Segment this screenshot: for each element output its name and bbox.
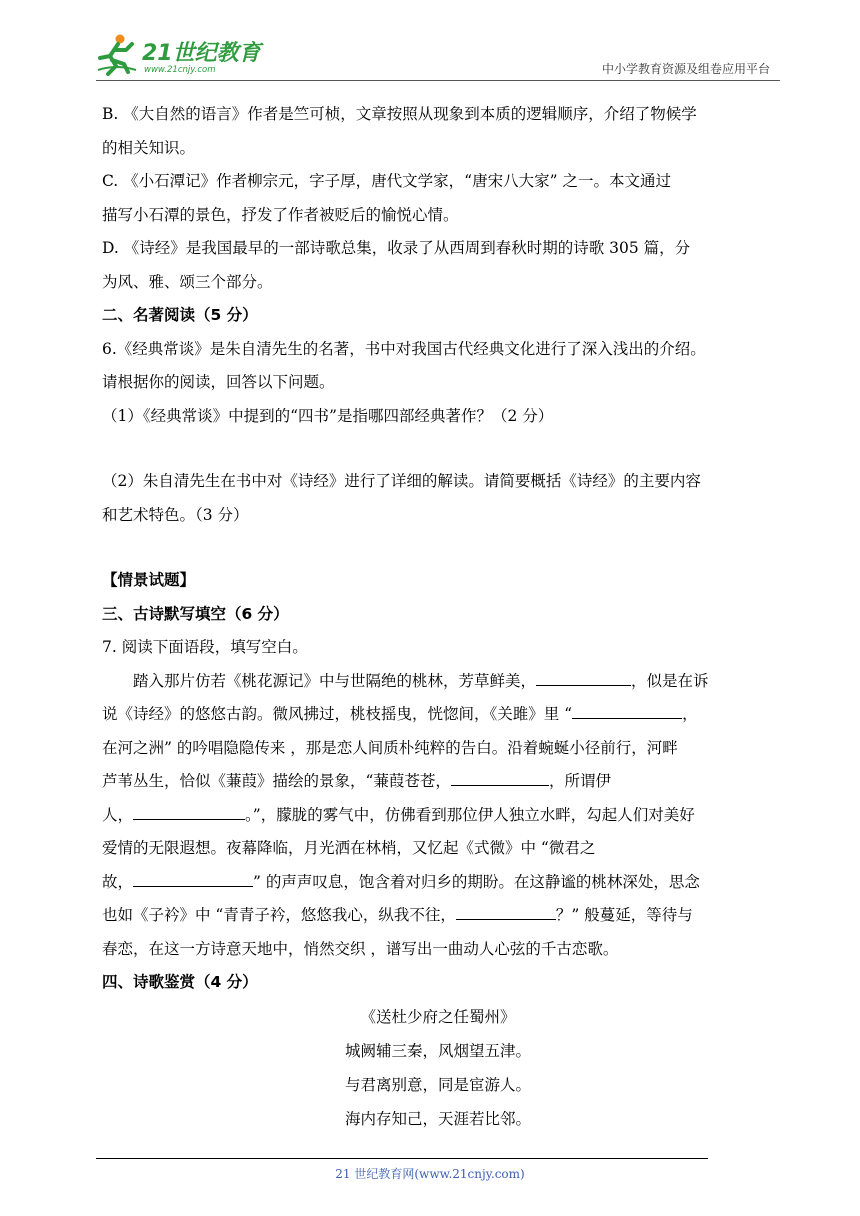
header-right-text: 中小学教育资源及组卷应用平台: [601, 62, 770, 76]
passage-text: 。”，朦胧的雾气中，仿佛看到那位伊人独立水畔，勾起人们对美好: [245, 805, 695, 824]
poem-title: 《送杜少府之任蜀州》: [360, 1007, 516, 1026]
scene-title: 【情景试题】: [102, 571, 196, 589]
option-d-line1: D. 《诗经》是我国最早的一部诗歌总集，收录了从西周到春秋时期的诗歌 305 篇，分: [102, 239, 691, 257]
logo-21cnjy: [96, 30, 266, 76]
passage-line-3: 在河之洲” 的吟唱隐隐传来 ，那是恋人间质朴纯粹的告白。沿着蜿蜒小径前行，河畔: [102, 738, 678, 757]
passage-text: ，似是在诉: [631, 671, 709, 690]
passage-line-6: 爱情的无限遐想。夜幕降临，月光洒在林梢，又忆起《式微》中 “微君之: [102, 839, 596, 857]
answer-space-6-2: [102, 532, 762, 564]
passage-text: 说《诗经》的悠悠古韵。微风拂过，桃枝摇曳，恍惚间，《关雎》里 “: [102, 705, 573, 723]
passage-text: ，所谓伊: [548, 772, 611, 790]
passage-text: 踏入那片仿若《桃花源记》中与世隔绝的桃林，芳草鲜美，: [133, 671, 537, 690]
passage-line-7: [102, 866, 762, 900]
passage-line-5: [102, 799, 762, 833]
fill-blank-5[interactable]: [133, 868, 253, 887]
passage-text: 也如《子衿》中 “青青子衿，悠悠我心，纵我不往，: [102, 906, 456, 924]
option-b-line1: B. 《大自然的语言》作者是竺可桢，文章按照从现象到本质的逻辑顺序，介绍了物候学: [102, 105, 697, 123]
option-b-line2: 的相关知识。: [102, 138, 196, 157]
option-d-line2: 为风、雅、颂三个部分。: [102, 272, 273, 291]
passage-line-9: 春恋，在这一方诗意天地中，悄然交织 ，谱写出一曲动人心弦的千古恋歌。: [102, 939, 619, 958]
passage-text: 人，: [102, 805, 134, 824]
document-body: [102, 98, 762, 1136]
section-2-title: 二、名著阅读（5 分）: [102, 306, 258, 324]
footer-rule: [96, 1158, 708, 1159]
page-footer[interactable]: 21 世纪教育网(www.21cnjy.com): [335, 1167, 525, 1181]
passage-text: ？” 般蔓延，等待与: [555, 906, 693, 924]
answer-space-6-1: [102, 433, 762, 465]
logo-url: www.21cnjy.com: [144, 65, 216, 75]
runner-icon: [98, 35, 136, 75]
fill-blank-4[interactable]: [133, 801, 245, 820]
question-6-2-line2: 和艺术特色。（3 分）: [102, 505, 249, 524]
passage-line-1: [102, 665, 762, 699]
fill-blank-2[interactable]: [572, 700, 682, 719]
passage-text: 芦苇丛生，恰似《蒹葭》描绘的景象，“蒹葭苍苍，: [102, 772, 451, 790]
fill-blank-3[interactable]: [451, 767, 549, 786]
question-7: 7. 阅读下面语段，填写空白。: [102, 638, 308, 656]
poem-line: 海内存知己，天涯若比邻。: [344, 1109, 531, 1128]
option-c-line2: 描写小石潭的景色，抒发了作者被贬后的愉悦心情。: [102, 205, 459, 224]
passage-line-2: [102, 698, 762, 732]
question-6-line2: 请根据你的阅读，回答以下问题。: [102, 373, 335, 391]
question-6-line1: 6.《经典常谈》是朱自清先生的名著，书中对我国古代经典文化进行了深入浅出的介绍。: [102, 339, 706, 358]
passage-text: ，: [682, 705, 698, 723]
poem-block: [102, 1000, 762, 1136]
poem-line: 与君离别意，同是宦游人。: [344, 1075, 531, 1094]
option-c-line1: C. 《小石潭记》作者柳宗元，字子厚，唐代文学家，“唐宋八大家” 之一。本文通过: [102, 172, 671, 190]
section-3-title: 三、古诗默写填空（6 分）: [102, 604, 289, 623]
question-6-1: （1）《经典常谈》中提到的“四书”是指哪四部经典著作？（2 分）: [102, 406, 554, 425]
fill-blank-1[interactable]: [536, 667, 631, 686]
section-4-title: 四、诗歌鉴赏（4 分）: [102, 973, 258, 991]
logo-text: 21世纪教育: [142, 41, 261, 66]
passage-text: 故，: [102, 872, 134, 891]
passage-line-4: [102, 765, 762, 799]
page-header: [96, 30, 776, 82]
fill-blank-6[interactable]: [456, 901, 556, 920]
passage-text: ” 的声声叹息，饱含着对归乡的期盼。在这静谧的桃林深处，思念: [253, 872, 700, 891]
header-rule: [96, 80, 780, 81]
question-6-2-line1: （2）朱自清先生在书中对《诗经》进行了详细的解读。请简要概括《诗经》的主要内容: [102, 472, 701, 490]
passage-line-8: [102, 899, 762, 933]
poem-line: 城阙辅三秦，风烟望五津。: [344, 1041, 531, 1060]
